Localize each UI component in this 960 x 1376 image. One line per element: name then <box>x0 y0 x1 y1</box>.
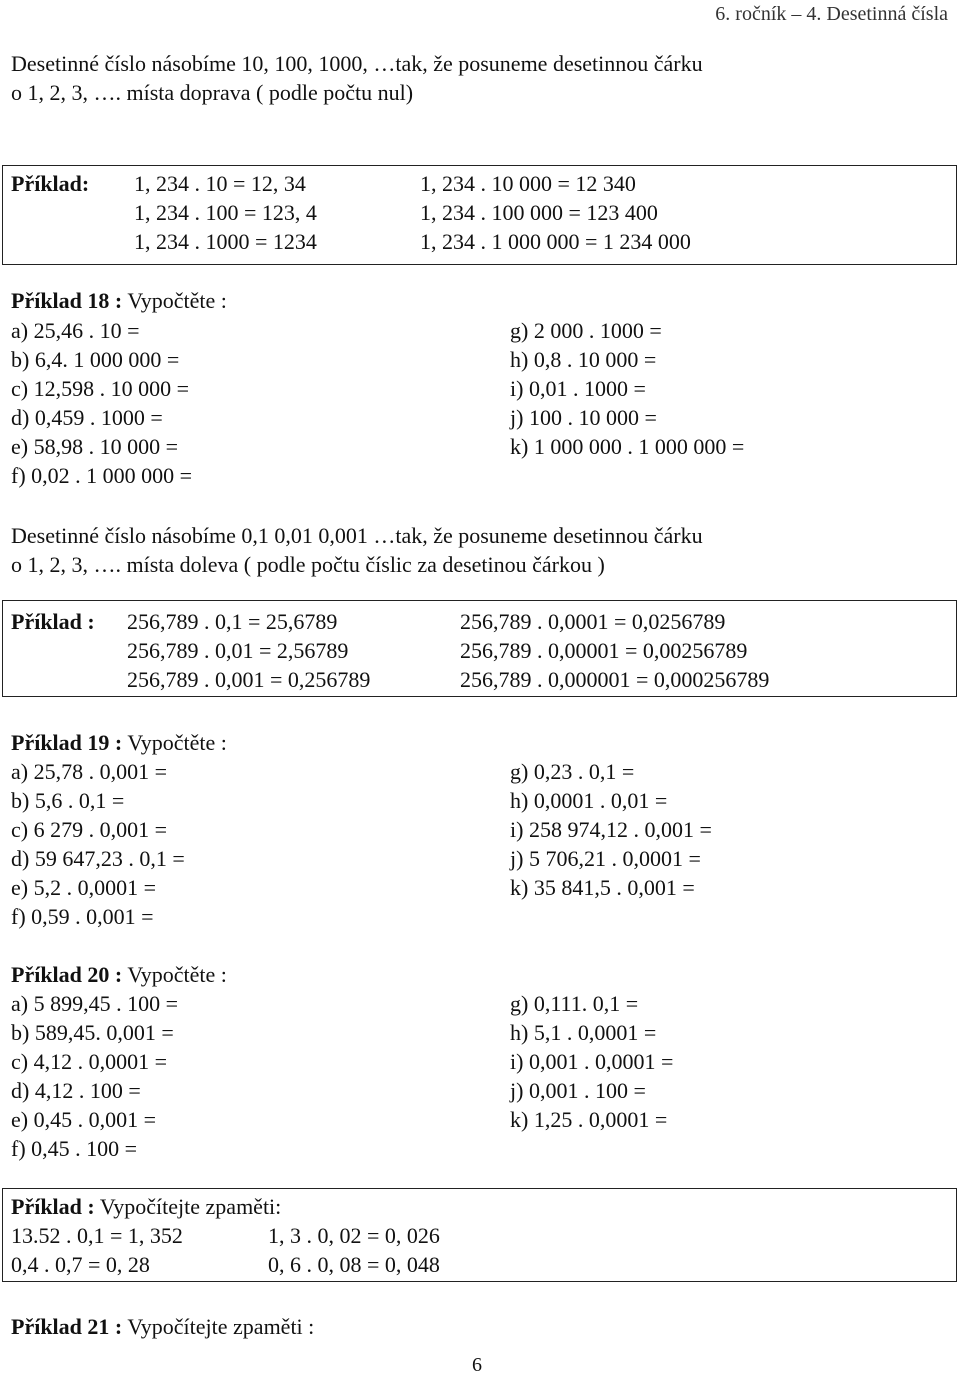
exercise-item: k) 1 000 000 . 1 000 000 = <box>510 434 745 459</box>
exercise-item: h) 0,8 . 10 000 = <box>510 347 657 372</box>
exercise-item: h) 5,1 . 0,0001 = <box>510 1020 657 1045</box>
example-line: 1, 234 . 100 000 = 123 400 <box>420 200 658 225</box>
example-line: 256,789 . 0,000001 = 0,000256789 <box>460 667 770 692</box>
exercise-title: Příklad 21 : <box>11 1314 123 1339</box>
example-line: 1, 234 . 10 = 12, 34 <box>134 171 306 196</box>
exercise-item: g) 0,111. 0,1 = <box>510 991 639 1016</box>
exercise-heading <box>11 964 227 986</box>
example-line: 1, 234 . 100 = 123, 4 <box>134 200 317 225</box>
example-line: 0, 6 . 0, 08 = 0, 048 <box>268 1252 440 1277</box>
example-line: 256,789 . 0,0001 = 0,0256789 <box>460 609 726 634</box>
exercise-item: e) 0,45 . 0,001 = <box>11 1107 156 1132</box>
exercise-item: f) 0,59 . 0,001 = <box>11 904 154 929</box>
example-line: 1, 234 . 10 000 = 12 340 <box>420 171 636 196</box>
exercise-instruction: Vypočtěte : <box>127 962 227 987</box>
example-label: Příklad: <box>11 171 90 196</box>
exercise-item: k) 35 841,5 . 0,001 = <box>510 875 695 900</box>
example-line: 256,789 . 0,00001 = 0,00256789 <box>460 638 748 663</box>
exercise-item: c) 6 279 . 0,001 = <box>11 817 167 842</box>
rule-text-line: o 1, 2, 3, …. místa doprava ( podle počtu nul) <box>11 80 414 105</box>
example-heading <box>11 1196 281 1218</box>
rule-text-line: Desetinné číslo násobíme 10, 100, 1000, …tak, že posuneme desetinnou čárku <box>11 51 703 76</box>
example-line: 1, 234 . 1 000 000 = 1 234 000 <box>420 229 691 254</box>
exercise-item: j) 5 706,21 . 0,0001 = <box>510 846 701 871</box>
exercise-item: j) 0,001 . 100 = <box>510 1078 646 1103</box>
page-number: 6 <box>472 1354 482 1376</box>
exercise-item: a) 5 899,45 . 100 = <box>11 991 178 1016</box>
exercise-item: i) 0,01 . 1000 = <box>510 376 646 401</box>
exercise-item: a) 25,78 . 0,001 = <box>11 759 167 784</box>
exercise-title: Příklad 18 : <box>11 288 123 313</box>
exercise-heading <box>11 290 227 312</box>
example-line: 13.52 . 0,1 = 1, 352 <box>11 1223 183 1248</box>
exercise-item: e) 5,2 . 0,0001 = <box>11 875 156 900</box>
exercise-item: d) 0,459 . 1000 = <box>11 405 163 430</box>
exercise-item: c) 12,598 . 10 000 = <box>11 376 189 401</box>
exercise-heading <box>11 732 227 754</box>
exercise-title: Příklad 20 : <box>11 962 123 987</box>
exercise-item: b) 589,45. 0,001 = <box>11 1020 174 1045</box>
exercise-item: k) 1,25 . 0,0001 = <box>510 1107 668 1132</box>
exercise-item: j) 100 . 10 000 = <box>510 405 657 430</box>
exercise-item: c) 4,12 . 0,0001 = <box>11 1049 167 1074</box>
exercise-heading <box>11 1316 314 1338</box>
exercise-item: g) 2 000 . 1000 = <box>510 318 662 343</box>
exercise-title: Příklad 19 : <box>11 730 123 755</box>
exercise-item: g) 0,23 . 0,1 = <box>510 759 635 784</box>
example-line: 0,4 . 0,7 = 0, 28 <box>11 1252 150 1277</box>
exercise-item: f) 0,45 . 100 = <box>11 1136 138 1161</box>
example-instruction: Vypočítejte zpaměti: <box>99 1194 282 1219</box>
exercise-instruction: Vypočtěte : <box>127 730 227 755</box>
rule-text-line: o 1, 2, 3, …. místa doleva ( podle počtu číslic za desetinou čárkou ) <box>11 552 605 577</box>
example-line: 1, 3 . 0, 02 = 0, 026 <box>268 1223 440 1248</box>
exercise-item: d) 4,12 . 100 = <box>11 1078 141 1103</box>
example-line: 1, 234 . 1000 = 1234 <box>134 229 317 254</box>
page-header: 6. ročník – 4. Desetinná čísla <box>715 3 948 25</box>
exercise-item: i) 0,001 . 0,0001 = <box>510 1049 674 1074</box>
example-line: 256,789 . 0,001 = 0,256789 <box>127 667 371 692</box>
exercise-item: a) 25,46 . 10 = <box>11 318 140 343</box>
exercise-item: i) 258 974,12 . 0,001 = <box>510 817 712 842</box>
exercise-item: h) 0,0001 . 0,01 = <box>510 788 668 813</box>
example-label: Příklad : <box>11 1194 95 1219</box>
example-line: 256,789 . 0,01 = 2,56789 <box>127 638 349 663</box>
exercise-item: d) 59 647,23 . 0,1 = <box>11 846 185 871</box>
example-line: 256,789 . 0,1 = 25,6789 <box>127 609 338 634</box>
example-label: Příklad : <box>11 609 95 634</box>
exercise-item: f) 0,02 . 1 000 000 = <box>11 463 193 488</box>
exercise-instruction: Vypočtěte : <box>127 288 227 313</box>
rule-text-line: Desetinné číslo násobíme 0,1 0,01 0,001 …tak, že posuneme desetinnou čárku <box>11 523 703 548</box>
exercise-item: b) 5,6 . 0,1 = <box>11 788 125 813</box>
exercise-item: b) 6,4. 1 000 000 = <box>11 347 180 372</box>
exercise-item: e) 58,98 . 10 000 = <box>11 434 178 459</box>
exercise-instruction: Vypočítejte zpaměti : <box>127 1314 315 1339</box>
